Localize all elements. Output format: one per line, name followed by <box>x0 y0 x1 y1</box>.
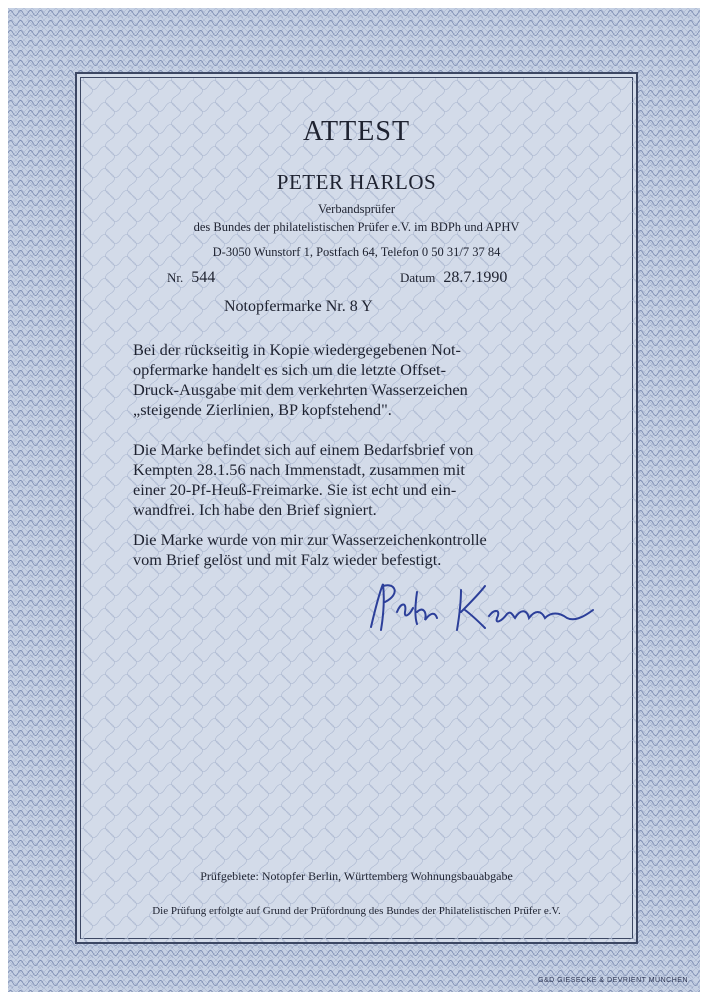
date-value: 28.7.1990 <box>443 269 508 286</box>
paragraph-line: einer 20-Pf-Heuß-Freimarke. Sie ist echt und ein- <box>133 480 457 499</box>
certificate-number <box>167 269 215 287</box>
certificate-panel <box>75 72 638 944</box>
paragraph-hinge <box>133 530 613 570</box>
paragraph-line: opfermarke handelt es sich um die letzte Offset- <box>133 360 446 379</box>
examiner-role: Verbandsprüfer <box>317 202 396 216</box>
footer-examination-basis: Die Prüfung erfolgte auf Grund der Prüfordnung des Bundes der Philatelistischen Prüfer e.V. <box>152 905 561 917</box>
printer-mark: G&D GIESECKE & DEVRIENT MÜNCHEN <box>538 977 688 984</box>
paragraph-line: vom Brief gelöst und mit Falz wieder befestigt. <box>133 550 442 569</box>
paragraph-line: Druck-Ausgabe mit dem verkehrten Wasserzeichen <box>133 380 468 399</box>
paragraph-line: wandfrei. Ich habe den Brief signiert. <box>133 500 377 519</box>
stamp-subject: Notopfermarke Nr. 8 Y <box>224 298 373 315</box>
paragraph-line: Die Marke befindet sich auf einem Bedarfsbrief von <box>133 440 474 459</box>
examiner-association: des Bundes der philatelistischen Prüfer e.V. im BDPh und APHV <box>193 220 520 234</box>
footer-examination-areas: Prüfgebiete: Notopfer Berlin, Württemberg Wohnungsbauabgabe <box>200 869 513 883</box>
paragraph-cover <box>133 440 613 520</box>
certificate-date <box>400 269 507 287</box>
paragraph-watermark <box>133 340 613 420</box>
handwritten-signature <box>361 572 611 642</box>
paragraph-line: Bei der rückseitig in Kopie wiedergegebenen Not- <box>133 340 461 359</box>
examiner-address: D-3050 Wunstorf 1, Postfach 64, Telefon 0 50 31/7 37 84 <box>212 245 501 259</box>
paragraph-line: „steigende Zierlinien, BP kopfstehend". <box>133 400 392 419</box>
paragraph-line: Kempten 28.1.56 nach Immenstadt, zusammen mit <box>133 460 465 479</box>
number-label: Nr. <box>167 270 184 285</box>
paragraph-line: Die Marke wurde von mir zur Wasserzeichenkontrolle <box>133 530 487 549</box>
certificate-title: ATTEST <box>302 116 411 147</box>
examiner-name: PETER HARLOS <box>276 170 437 194</box>
certificate-sheet <box>8 8 700 992</box>
number-value: 544 <box>191 269 216 286</box>
date-label: Datum <box>400 270 436 285</box>
